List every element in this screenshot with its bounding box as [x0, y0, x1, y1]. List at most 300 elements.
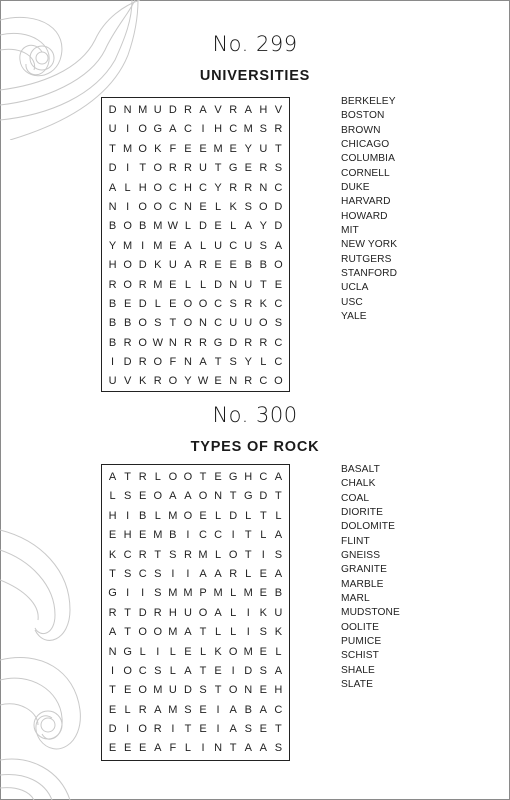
grid-row [105, 526, 286, 545]
grid-letter: O [138, 142, 147, 155]
grid-row [105, 101, 286, 120]
grid-letter: U [259, 142, 268, 155]
word-list-item: MUDSTONE [341, 607, 400, 619]
grid-letter: R [138, 703, 147, 716]
grid-letter: A [274, 567, 283, 580]
word-list-item: NEW YORK [341, 239, 398, 251]
grid-letter: M [168, 703, 178, 716]
grid-letter: Y [259, 220, 267, 233]
grid-letter: S [274, 162, 283, 175]
word-list-item: CORNELL [341, 167, 390, 179]
grid-letter: K [139, 375, 147, 388]
grid-letter: O [168, 471, 178, 483]
word-list [341, 463, 400, 693]
grid-letter: R [244, 297, 253, 310]
grid-letter: H [214, 123, 223, 136]
grid-letter: G [108, 587, 117, 600]
grid-letter: D [229, 509, 238, 522]
grid-letter: T [214, 162, 222, 175]
grid-letter: O [138, 200, 147, 213]
grid-letter: C [274, 297, 283, 310]
grid-letter: T [259, 278, 267, 291]
grid-letter: R [274, 123, 283, 136]
grid-letter: B [108, 297, 117, 310]
grid-letter: Y [108, 239, 117, 252]
grid-letter: L [124, 181, 131, 194]
grid-letter: W [152, 336, 163, 349]
grid-letter: B [274, 587, 283, 600]
grid-letter: L [184, 278, 191, 291]
grid-letter: T [199, 664, 207, 677]
grid-letter: H [244, 471, 253, 483]
word-list-item: UCLA [341, 282, 369, 294]
grid-letter: O [153, 181, 163, 194]
grid-letter: O [153, 626, 163, 639]
grid-letter: K [154, 259, 162, 272]
grid-letter: A [214, 567, 222, 580]
grid-letter: E [139, 490, 147, 503]
puzzle-title: UNIVERSITIES [199, 68, 311, 84]
grid-letter: I [156, 645, 160, 658]
grid-letter: E [214, 259, 222, 272]
grid-letter: M [198, 548, 208, 561]
grid-letter: A [244, 104, 252, 116]
grid-letter: L [199, 278, 207, 291]
grid-letter: M [153, 220, 163, 233]
grid-letter: G [213, 336, 223, 349]
grid-letter: N [168, 336, 177, 349]
grid-letter: M [243, 123, 253, 136]
grid-letter: E [108, 742, 117, 755]
word-list-item: BROWN [341, 124, 381, 136]
word-list-item: USC [341, 296, 363, 308]
grid-letter: N [183, 200, 192, 213]
grid-letter: E [214, 220, 222, 233]
grid-letter: E [139, 742, 147, 755]
grid-letter: L [154, 471, 161, 483]
grid-letter: E [199, 509, 207, 522]
grid-letter: M [213, 587, 223, 600]
grid-letter: A [199, 567, 207, 580]
word-list-item: RUTGERS [341, 253, 392, 265]
grid-letter: R [138, 471, 147, 483]
grid-letter: S [154, 317, 162, 330]
grid-letter: M [183, 587, 193, 600]
grid-letter: D [183, 684, 192, 697]
grid-letter: U [183, 606, 192, 619]
grid-letter: E [274, 278, 283, 291]
grid-letter: D [168, 104, 177, 116]
grid-letter: M [123, 142, 133, 155]
word-list-item: SHALE [341, 664, 375, 676]
grid-letter: I [126, 123, 130, 136]
grid-letter: E [169, 278, 177, 291]
grid-letter: B [244, 259, 252, 272]
grid-letter: O [123, 664, 132, 677]
grid-letter: E [123, 742, 132, 755]
grid-letter: E [123, 684, 132, 697]
grid-row [105, 546, 286, 565]
grid-letter: R [229, 181, 238, 194]
grid-letter: O [138, 684, 147, 697]
grid-row [105, 372, 286, 391]
word-list-item: SCHIST [341, 650, 379, 662]
grid-letter: H [138, 181, 147, 194]
grid-row [105, 314, 286, 333]
grid-letter: F [169, 142, 177, 155]
grid-letter: R [183, 162, 192, 175]
grid-letter: S [123, 567, 132, 580]
grid-letter: H [168, 606, 177, 619]
grid-letter: D [138, 606, 147, 619]
grid-letter: D [123, 356, 132, 369]
grid-letter: L [215, 200, 222, 213]
word-list-item: FLINT [341, 535, 370, 547]
grid-letter: M [153, 684, 163, 697]
grid-letter: O [198, 297, 208, 310]
grid-letter: L [184, 742, 191, 755]
grid-letter: L [154, 509, 161, 522]
grid-letter: G [228, 162, 238, 175]
grid-letter: M [243, 587, 253, 600]
grid-letter: T [275, 723, 282, 736]
grid-letter: F [169, 356, 177, 369]
grid-letter: L [109, 490, 116, 503]
grid-letter: T [214, 684, 222, 697]
grid-row [105, 198, 286, 217]
grid-letter: E [199, 200, 207, 213]
grid-letter: E [199, 723, 207, 736]
grid-letter: T [124, 626, 131, 639]
grid-letter: F [169, 742, 177, 755]
grid-letter: Y [214, 181, 222, 194]
grid-letter: M [153, 529, 163, 542]
grid-letter: L [275, 509, 282, 522]
grid-letter: D [138, 259, 147, 272]
grid-letter: U [153, 104, 162, 116]
grid-letter: T [154, 548, 162, 561]
grid-letter: B [123, 317, 132, 330]
grid-letter: U [244, 317, 253, 330]
grid-row [105, 120, 286, 139]
grid-letter: L [139, 645, 146, 658]
grid-letter: G [243, 490, 253, 503]
grid-letter: B [139, 220, 147, 233]
grid-letter: L [184, 220, 191, 233]
grid-letter: E [108, 703, 117, 716]
grid-letter: A [244, 220, 252, 233]
grid-letter: A [274, 471, 283, 483]
grid-letter: R [259, 336, 268, 349]
grid-letter: C [274, 356, 283, 369]
grid-letter: A [259, 742, 267, 755]
grid-letter: C [274, 181, 283, 194]
grid-letter: O [183, 471, 193, 483]
grid-letter: T [214, 356, 222, 369]
grid-letter: O [228, 548, 238, 561]
grid-letter: I [171, 723, 175, 736]
grid-letter: I [126, 162, 130, 175]
grid-letter: I [111, 664, 115, 677]
grid-row [105, 140, 286, 159]
grid-letter: L [230, 587, 237, 600]
grid-letter: I [216, 723, 220, 736]
grid-letter: O [274, 375, 283, 388]
grid-letter: E [184, 142, 192, 155]
grid-letter: N [108, 645, 117, 658]
word-list-item: MARL [341, 593, 370, 605]
grid-row [105, 623, 286, 642]
grid-letter: O [153, 162, 163, 175]
grid-letter: E [259, 567, 267, 580]
grid-letter: I [171, 567, 175, 580]
grid-letter: A [184, 626, 192, 639]
grid-letter: O [259, 200, 268, 213]
grid-letter: E [199, 703, 207, 716]
grid-letter: C [138, 664, 147, 677]
grid-letter: C [214, 297, 223, 310]
grid-letter: L [199, 239, 207, 252]
grid-letter: R [108, 278, 117, 291]
grid-letter: I [201, 742, 205, 755]
grid-letter: P [199, 587, 207, 600]
grid-letter: I [261, 548, 265, 561]
grid-letter: U [199, 162, 207, 175]
grid-letter: N [229, 278, 238, 291]
grid-letter: G [123, 645, 132, 658]
grid-row [105, 468, 286, 487]
word-list-item: MIT [341, 225, 359, 237]
grid-letter: D [274, 200, 283, 213]
grid-row [105, 643, 286, 662]
grid-letter: K [259, 606, 267, 619]
word-list-item: COAL [341, 492, 370, 504]
grid-letter: O [138, 723, 147, 736]
grid-letter: N [183, 356, 192, 369]
grid-letter: R [138, 548, 147, 561]
grid-letter: I [246, 626, 250, 639]
grid-letter: N [244, 684, 253, 697]
grid-letter: M [168, 626, 178, 639]
grid-letter: T [124, 606, 131, 619]
grid-letter: B [108, 317, 117, 330]
grid-letter: S [259, 123, 267, 136]
grid-letter: S [229, 297, 237, 310]
grid-letter: C [123, 548, 132, 561]
grid-letter: S [184, 703, 192, 716]
grid-letter: L [199, 645, 207, 658]
grid-letter: K [259, 297, 267, 310]
grid-letter: A [184, 664, 192, 677]
grid-letter: C [229, 123, 238, 136]
grid-row [105, 217, 286, 236]
grid-letter: V [123, 375, 132, 388]
grid-letter: A [274, 664, 283, 677]
grid-row [105, 334, 286, 353]
grid-letter: S [274, 742, 283, 755]
grid-letter: R [259, 162, 268, 175]
grid-letter: R [183, 336, 192, 349]
grid-letter: S [229, 356, 237, 369]
grid-letter: T [199, 626, 207, 639]
grid-row [105, 295, 286, 314]
grid-letter: U [244, 239, 253, 252]
grid-letter: S [154, 587, 162, 600]
grid-letter: E [214, 664, 222, 677]
grid-letter: C [183, 123, 192, 136]
grid-letter: R [138, 356, 147, 369]
grid-letter: E [169, 239, 177, 252]
grid-letter: S [259, 626, 267, 639]
grid-letter: L [275, 645, 282, 658]
grid-letter: C [259, 471, 268, 483]
grid-letter: S [244, 723, 252, 736]
grid-letter: A [108, 471, 117, 483]
grid-letter: I [186, 529, 190, 542]
grid-letter: Y [184, 375, 192, 388]
grid-letter: L [230, 220, 237, 233]
word-list-item: DUKE [341, 182, 370, 194]
grid-letter: L [215, 509, 222, 522]
grid-letter: H [183, 181, 192, 194]
grid-letter: T [139, 162, 147, 175]
grid-letter: A [199, 104, 207, 116]
grid-letter: R [153, 375, 162, 388]
grid-letter: O [228, 684, 238, 697]
grid-letter: R [108, 606, 117, 619]
grid-row [105, 507, 286, 526]
grid-letter: L [260, 356, 267, 369]
grid-letter: O [198, 490, 208, 503]
grid-letter: E [139, 529, 147, 542]
grid-letter: C [259, 375, 268, 388]
word-list-item: HARVARD [341, 196, 391, 208]
grid-letter: U [168, 259, 177, 272]
grid-letter: C [199, 181, 207, 194]
word-list-item: BERKELEY [341, 96, 396, 107]
grid-letter: B [139, 509, 147, 522]
grid-letter: A [184, 239, 192, 252]
grid-letter: T [124, 471, 131, 483]
grid-letter: C [199, 529, 207, 542]
grid-letter: R [244, 336, 253, 349]
grid-letter: S [154, 664, 162, 677]
grid-letter: A [259, 703, 267, 716]
grid-letter: I [141, 587, 145, 600]
grid-letter: A [154, 742, 162, 755]
grid-letter: W [167, 220, 179, 233]
grid-letter: Y [244, 356, 252, 369]
grid-letter: R [123, 336, 132, 349]
grid-letter: N [229, 375, 238, 388]
grid-letter: U [168, 684, 177, 697]
grid-letter: I [246, 606, 250, 619]
grid-letter: D [108, 162, 117, 175]
grid-letter: E [229, 259, 237, 272]
grid-letter: H [108, 509, 117, 522]
grid-letter: E [214, 471, 222, 483]
grid-letter: T [109, 567, 116, 580]
grid-letter: R [244, 375, 253, 388]
grid-letter: A [108, 626, 117, 639]
grid-letter: E [108, 529, 117, 542]
grid-letter: R [168, 162, 177, 175]
word-list-item: PUMICE [341, 636, 382, 648]
grid-letter: L [245, 509, 252, 522]
grid-letter: O [138, 336, 147, 349]
grid-letter: C [168, 181, 177, 194]
grid-letter: U [274, 606, 283, 619]
grid-letter: B [169, 529, 177, 542]
grid-letter: T [275, 490, 282, 503]
grid-letter: O [183, 509, 193, 522]
grid-letter: H [108, 259, 117, 272]
word-list-item: HOWARD [341, 210, 388, 222]
grid-row [105, 276, 286, 295]
grid-letter: S [154, 567, 162, 580]
grid-letter: O [183, 317, 193, 330]
word-search-grid [101, 464, 290, 761]
grid-letter: E [244, 162, 252, 175]
grid-letter: M [153, 239, 163, 252]
grid-letter: I [126, 509, 130, 522]
grid-letter: B [259, 259, 267, 272]
grid-letter: B [108, 220, 117, 233]
grid-letter: I [231, 529, 235, 542]
grid-letter: E [123, 297, 132, 310]
grid-letter: K [154, 142, 162, 155]
grid-letter: A [169, 490, 177, 503]
grid-row [105, 159, 286, 178]
grid-letter: A [274, 239, 283, 252]
grid-letter: C [138, 567, 147, 580]
word-list-item: CHICAGO [341, 139, 390, 151]
grid-letter: N [214, 742, 223, 755]
grid-letter: O [153, 356, 163, 369]
word-list-item: DOLOMITE [341, 521, 396, 533]
grid-letter: T [244, 529, 252, 542]
grid-letter: H [123, 529, 132, 542]
grid-letter: K [274, 626, 283, 639]
grid-letter: E [214, 375, 222, 388]
grid-letter: M [243, 645, 253, 658]
grid-letter: O [274, 259, 283, 272]
grid-letter: D [108, 104, 117, 116]
grid-letter: M [153, 278, 163, 291]
grid-letter: L [154, 297, 161, 310]
grid-letter: W [197, 375, 209, 388]
grid-row [105, 604, 286, 623]
grid-letter: L [169, 645, 176, 658]
grid-letter: M [138, 104, 148, 116]
grid-letter: M [213, 142, 223, 155]
grid-letter: N [123, 104, 132, 116]
grid-letter: V [274, 104, 283, 116]
grid-letter: T [275, 142, 282, 155]
word-list-item: BOSTON [341, 110, 385, 122]
grid-letter: H [259, 104, 268, 116]
grid-letter: R [183, 104, 192, 116]
grid-letter: T [244, 548, 252, 561]
grid-letter: C [274, 703, 283, 716]
grid-row [105, 681, 286, 700]
grid-row [105, 237, 286, 256]
word-list-item: GRANITE [341, 564, 387, 576]
grid-letter: I [186, 567, 190, 580]
grid-letter: D [259, 490, 268, 503]
word-list-item: SLATE [341, 679, 374, 691]
grid-letter: R [199, 336, 207, 349]
